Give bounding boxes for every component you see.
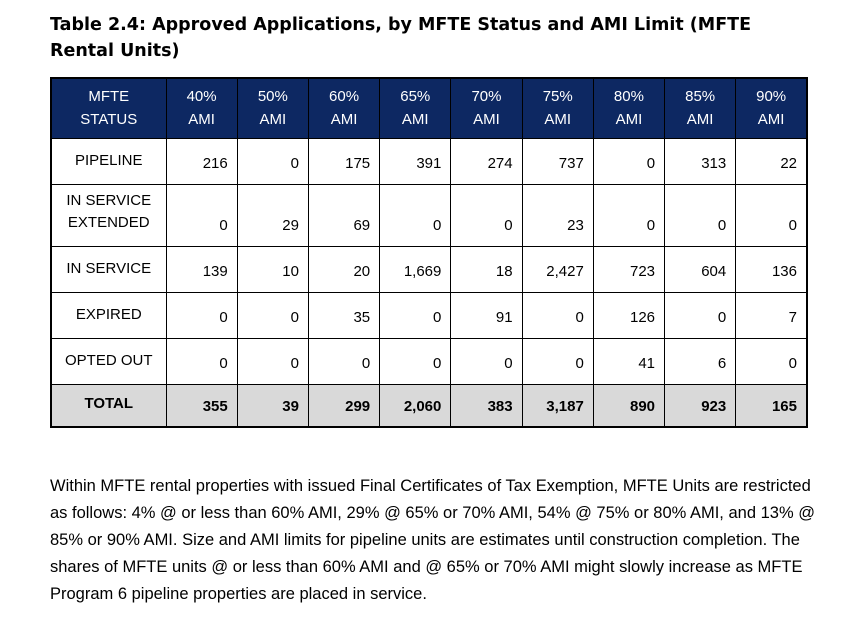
cell-value: 0 — [665, 184, 736, 246]
column-header-60-ami: 60% AMI — [308, 78, 379, 138]
column-header-85-ami: 85% AMI — [665, 78, 736, 138]
cell-value: 23 — [522, 184, 593, 246]
row-label: PIPELINE — [51, 138, 166, 184]
footnote-paragraph: Within MFTE rental properties with issued Final Certificates of Tax Exemption, MFTE Units are restricted as follows: 4% @ or less than 60% AMI, 29% @ 65% or 70% AMI, 54% @ 75% or 80% AMI, and 13% @ 85% or 90% AMI. Size and AMI limits for pipeline units are estimates until construction completion. The shares of MFTE units @ or less than 60% AMI and @ 65% or 70% AMI might slowly increase as MFTE Program 6 pipeline properties are placed in service. — [50, 477, 815, 603]
column-header-40-ami: 40% AMI — [166, 78, 237, 138]
cell-value: 0 — [451, 338, 522, 384]
cell-value: 7 — [736, 292, 807, 338]
cell-value: 0 — [166, 338, 237, 384]
cell-value: 0 — [166, 184, 237, 246]
cell-value: 0 — [380, 184, 451, 246]
cell-value: 10 — [237, 246, 308, 292]
cell-value: 0 — [380, 338, 451, 384]
corner-header-mfte-status: MFTE STATUS — [51, 78, 166, 138]
cell-value: 216 — [166, 138, 237, 184]
cell-value: 604 — [665, 246, 736, 292]
cell-value: 0 — [308, 338, 379, 384]
cell-value: 383 — [451, 384, 522, 427]
cell-value: 890 — [593, 384, 664, 427]
cell-value: 2,427 — [522, 246, 593, 292]
cell-value: 313 — [665, 138, 736, 184]
cell-value: 355 — [166, 384, 237, 427]
cell-value: 139 — [166, 246, 237, 292]
table-row-expired — [51, 292, 807, 338]
cell-value: 39 — [237, 384, 308, 427]
row-label: TOTAL — [51, 384, 166, 427]
cell-value: 41 — [593, 338, 664, 384]
cell-value: 274 — [451, 138, 522, 184]
cell-value: 0 — [522, 338, 593, 384]
table-row-in-service — [51, 246, 807, 292]
cell-value: 91 — [451, 292, 522, 338]
cell-value: 923 — [665, 384, 736, 427]
cell-value: 22 — [736, 138, 807, 184]
cell-value: 136 — [736, 246, 807, 292]
table-row-total — [51, 384, 807, 427]
row-label: OPTED OUT — [51, 338, 166, 384]
cell-value: 391 — [380, 138, 451, 184]
cell-value: 737 — [522, 138, 593, 184]
cell-value: 0 — [237, 138, 308, 184]
cell-value: 0 — [166, 292, 237, 338]
cell-value: 723 — [593, 246, 664, 292]
cell-value: 0 — [736, 338, 807, 384]
cell-value: 29 — [237, 184, 308, 246]
mfte-status-ami-table — [50, 77, 808, 428]
cell-value: 0 — [237, 292, 308, 338]
cell-value: 0 — [593, 138, 664, 184]
column-header-65-ami: 65% AMI — [380, 78, 451, 138]
cell-value: 2,060 — [380, 384, 451, 427]
row-label: IN SERVICE EXTENDED — [51, 184, 166, 246]
cell-value: 0 — [665, 292, 736, 338]
table-header-row — [51, 78, 807, 138]
cell-value: 1,669 — [380, 246, 451, 292]
cell-value: 35 — [308, 292, 379, 338]
table-row-in-service-extended — [51, 184, 807, 246]
cell-value: 0 — [237, 338, 308, 384]
row-label: EXPIRED — [51, 292, 166, 338]
column-header-90-ami: 90% AMI — [736, 78, 807, 138]
cell-value: 3,187 — [522, 384, 593, 427]
table-title: Table 2.4: Approved Applications, by MFTE Status and AMI Limit (MFTE Rental Units) — [50, 15, 752, 61]
cell-value: 18 — [451, 246, 522, 292]
column-header-50-ami: 50% AMI — [237, 78, 308, 138]
table-row-opted-out — [51, 338, 807, 384]
cell-value: 299 — [308, 384, 379, 427]
cell-value: 6 — [665, 338, 736, 384]
cell-value: 0 — [380, 292, 451, 338]
row-label: IN SERVICE — [51, 246, 166, 292]
cell-value: 0 — [736, 184, 807, 246]
cell-value: 0 — [451, 184, 522, 246]
cell-value: 69 — [308, 184, 379, 246]
cell-value: 0 — [522, 292, 593, 338]
cell-value: 20 — [308, 246, 379, 292]
table-row-pipeline — [51, 138, 807, 184]
cell-value: 0 — [593, 184, 664, 246]
column-header-80-ami: 80% AMI — [593, 78, 664, 138]
cell-value: 175 — [308, 138, 379, 184]
cell-value: 126 — [593, 292, 664, 338]
column-header-70-ami: 70% AMI — [451, 78, 522, 138]
column-header-75-ami: 75% AMI — [522, 78, 593, 138]
cell-value: 165 — [736, 384, 807, 427]
